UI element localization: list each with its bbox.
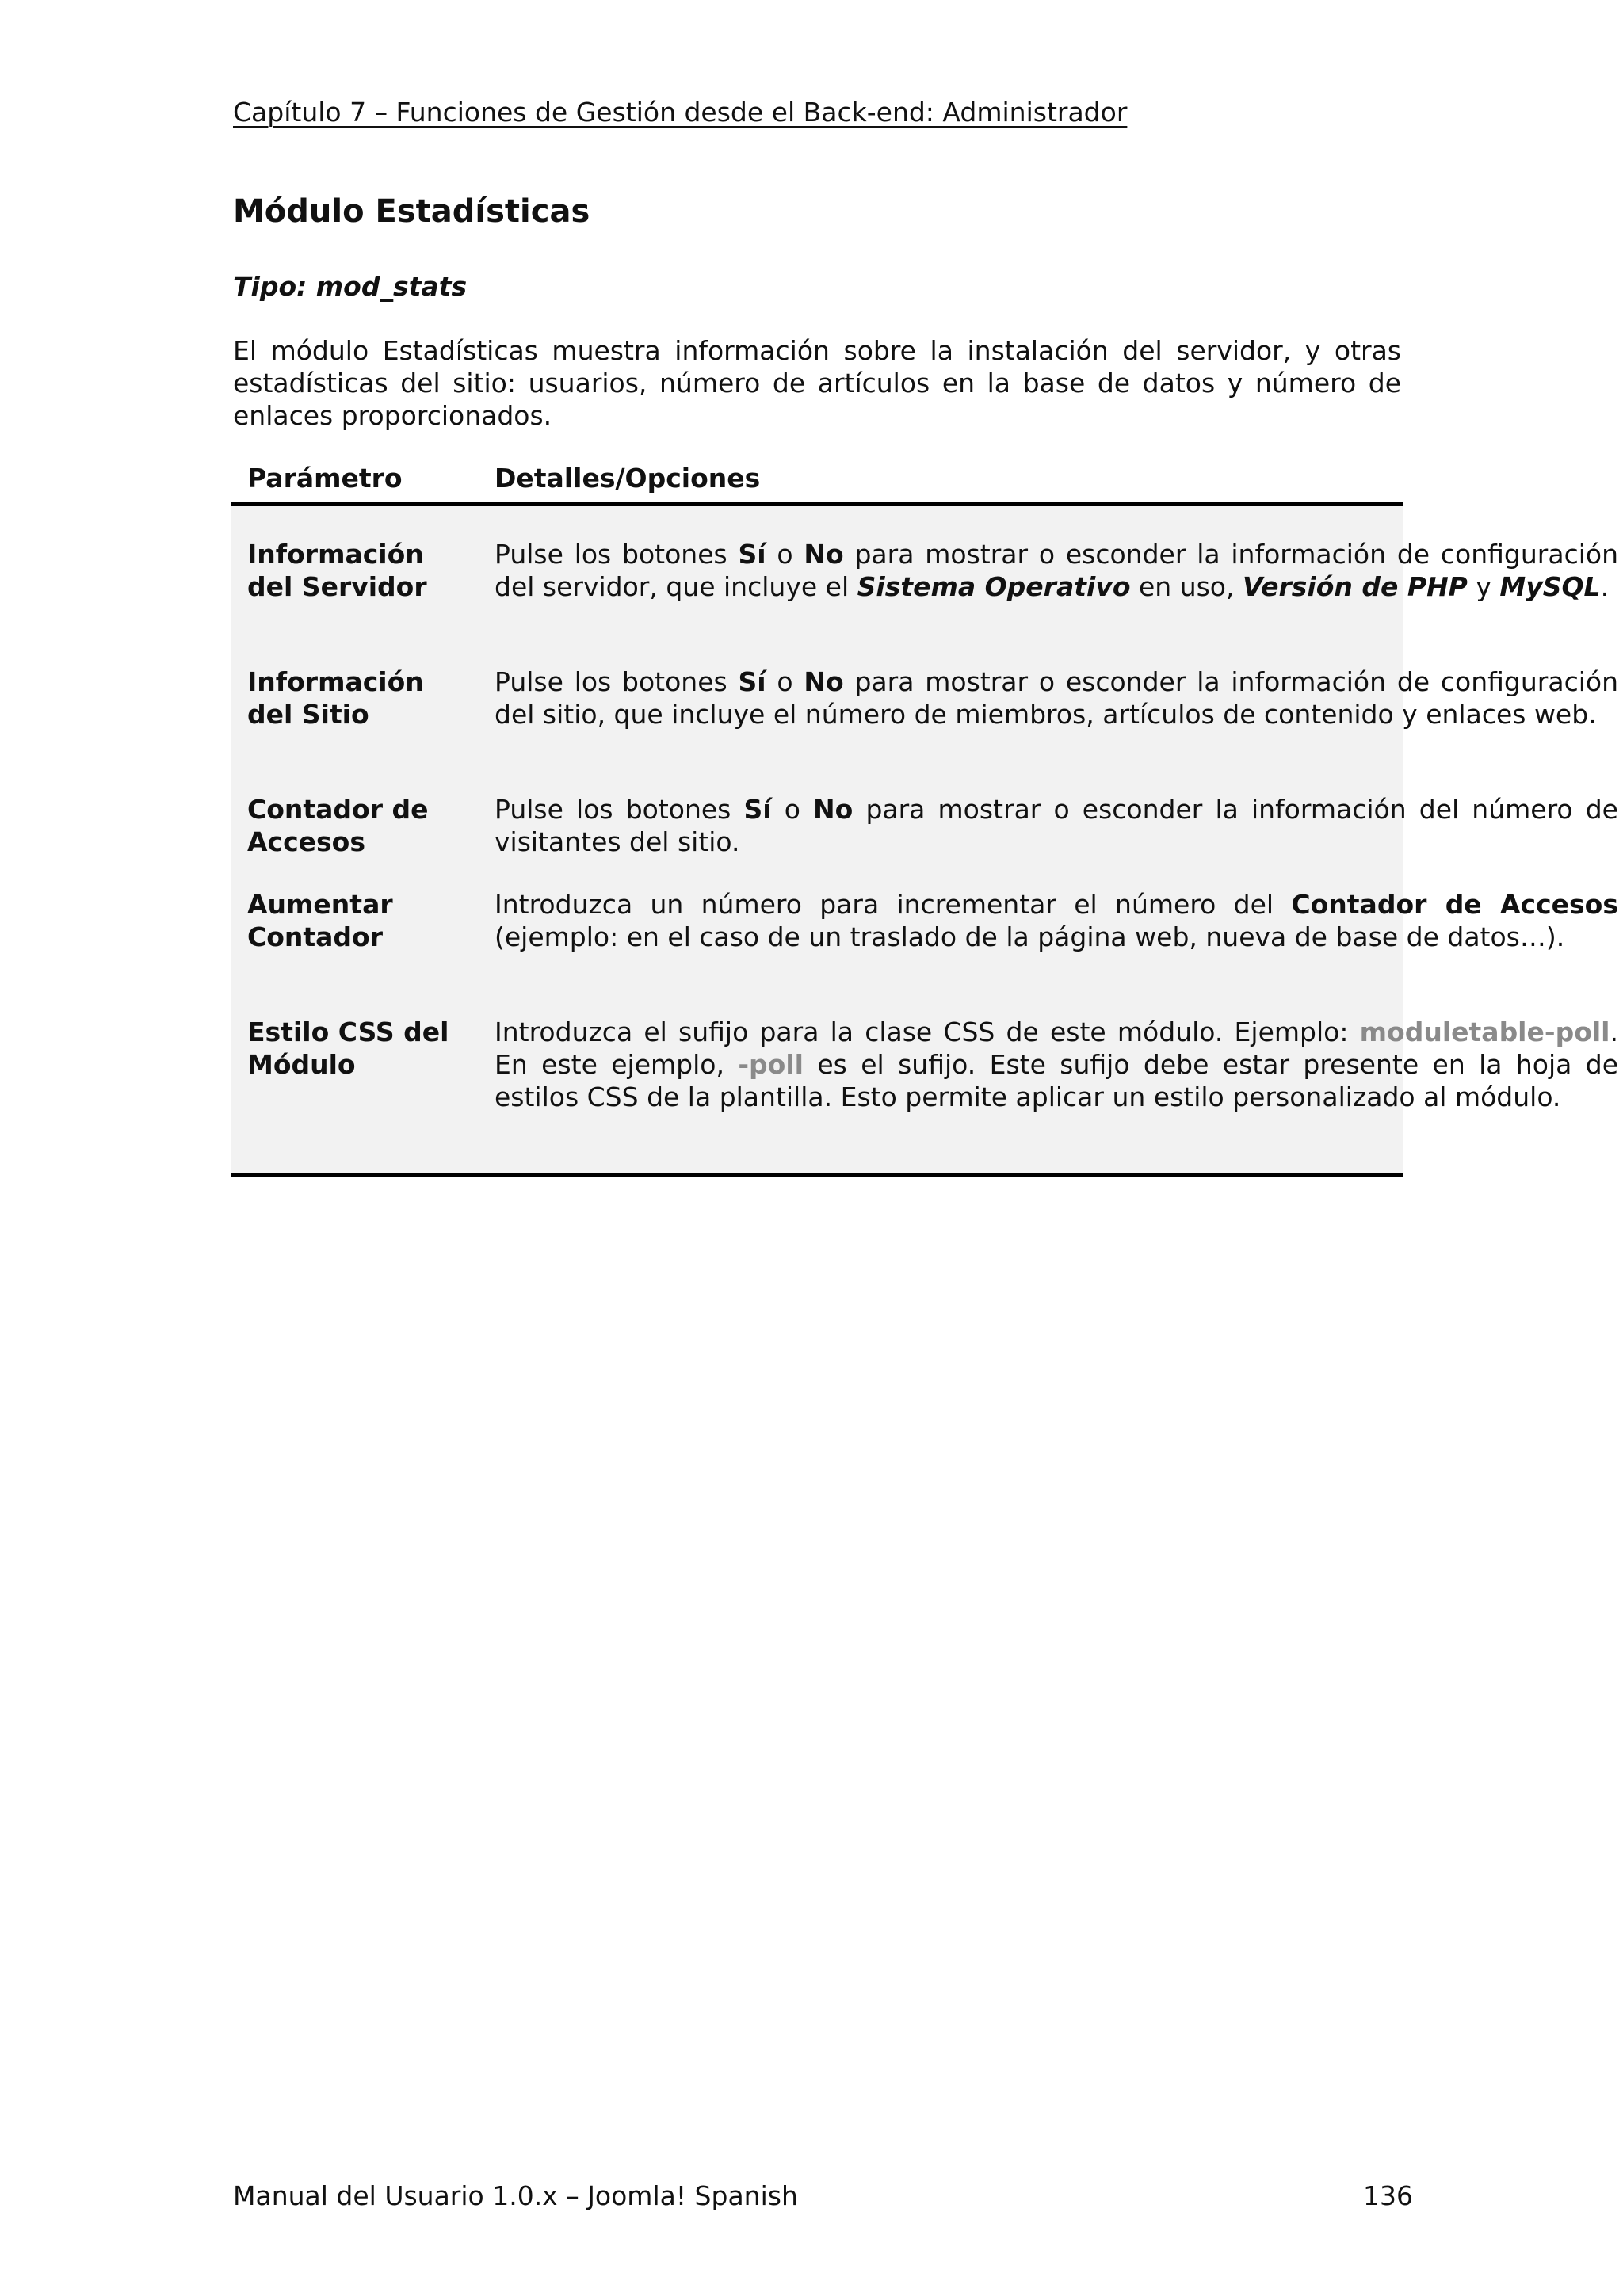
detail-text: Pulse los botones	[495, 666, 739, 697]
detail-text: o	[771, 794, 814, 825]
detail-text: para mostrar o esconder la información de configuración del servidor, que incluye el	[495, 539, 1618, 602]
param-module-css: Estilo CSS del Módulo	[247, 1016, 449, 1080]
css-class-example: moduletable-poll	[1359, 1016, 1610, 1047]
detail-text: Introduzca el sufijo para la clase CSS de este módulo. Ejemplo:	[495, 1016, 1360, 1047]
no-option: No	[804, 666, 844, 697]
detail-text: es el sufijo. Este sufijo debe estar presente en la hoja de estilos CSS de la plantilla. Esto permite aplicar un estilo personalizado al módulo.	[495, 1049, 1619, 1112]
mysql-term: MySQL	[1499, 571, 1601, 602]
detail-text: Introduzca un número para incrementar el número del	[495, 889, 1292, 920]
detail-text: o	[766, 539, 804, 570]
no-option: No	[804, 539, 844, 570]
column-header-details: Detalles/Opciones	[495, 463, 761, 494]
detail-text: y	[1467, 571, 1500, 602]
page-number: 136	[1363, 2180, 1413, 2211]
detail-text: Pulse los botones	[495, 539, 739, 570]
yes-option: Sí	[738, 539, 766, 570]
detail-text: para mostrar o esconder la información de configuración del sitio, que incluye el número de miembros, artículos de contenido y enlaces web.	[495, 666, 1618, 730]
intro-paragraph: El módulo Estadísticas muestra información sobre la instalación del servidor, y otras estadísticas del sitio: usuarios, número de artículos en la base de datos y número de enlaces proporcionados.	[233, 335, 1401, 431]
param-site-info: Información del Sitio	[247, 666, 424, 730]
detail-text: (ejemplo: en el caso de un traslado de la página web, nueva de base de datos…).	[495, 921, 1565, 952]
detail-increase-counter	[495, 888, 1618, 953]
detail-server-info	[495, 538, 1618, 603]
parameters-table	[231, 506, 1619, 1173]
php-version-term: Versión de PHP	[1242, 571, 1468, 602]
detail-text: en uso,	[1130, 571, 1243, 602]
hit-counter-term: Contador de Accesos	[1291, 889, 1618, 920]
footer-manual-title: Manual del Usuario 1.0.x – Joomla! Spanish	[233, 2180, 798, 2211]
chapter-header: Capítulo 7 – Funciones de Gestión desde el Back-end: Administrador	[233, 97, 1128, 128]
operating-system-term: Sistema Operativo	[857, 571, 1131, 602]
css-suffix-example: -poll	[738, 1049, 804, 1080]
param-increase-counter: Aumentar Contador	[247, 889, 393, 952]
yes-option: Sí	[738, 666, 766, 697]
detail-module-css	[495, 1016, 1618, 1113]
param-server-info: Información del Servidor	[247, 539, 427, 602]
detail-text: . En este ejemplo,	[495, 1016, 1618, 1080]
detail-text: o	[766, 666, 804, 697]
detail-hit-counter	[495, 793, 1618, 858]
param-hit-counter: Contador de Accesos	[247, 794, 429, 857]
section-title: Módulo Estadísticas	[233, 193, 590, 230]
detail-text: .	[1600, 571, 1610, 602]
table-bottom-rule	[231, 1173, 1403, 1177]
detail-text: para mostrar o esconder la información del número de visitantes del sitio.	[495, 794, 1618, 857]
detail-text: Pulse los botones	[495, 794, 744, 825]
module-type: Tipo: mod_stats	[233, 271, 468, 302]
column-header-parameter: Parámetro	[247, 463, 403, 494]
yes-option: Sí	[743, 794, 772, 825]
no-option: No	[813, 794, 854, 825]
detail-site-info	[495, 666, 1618, 730]
